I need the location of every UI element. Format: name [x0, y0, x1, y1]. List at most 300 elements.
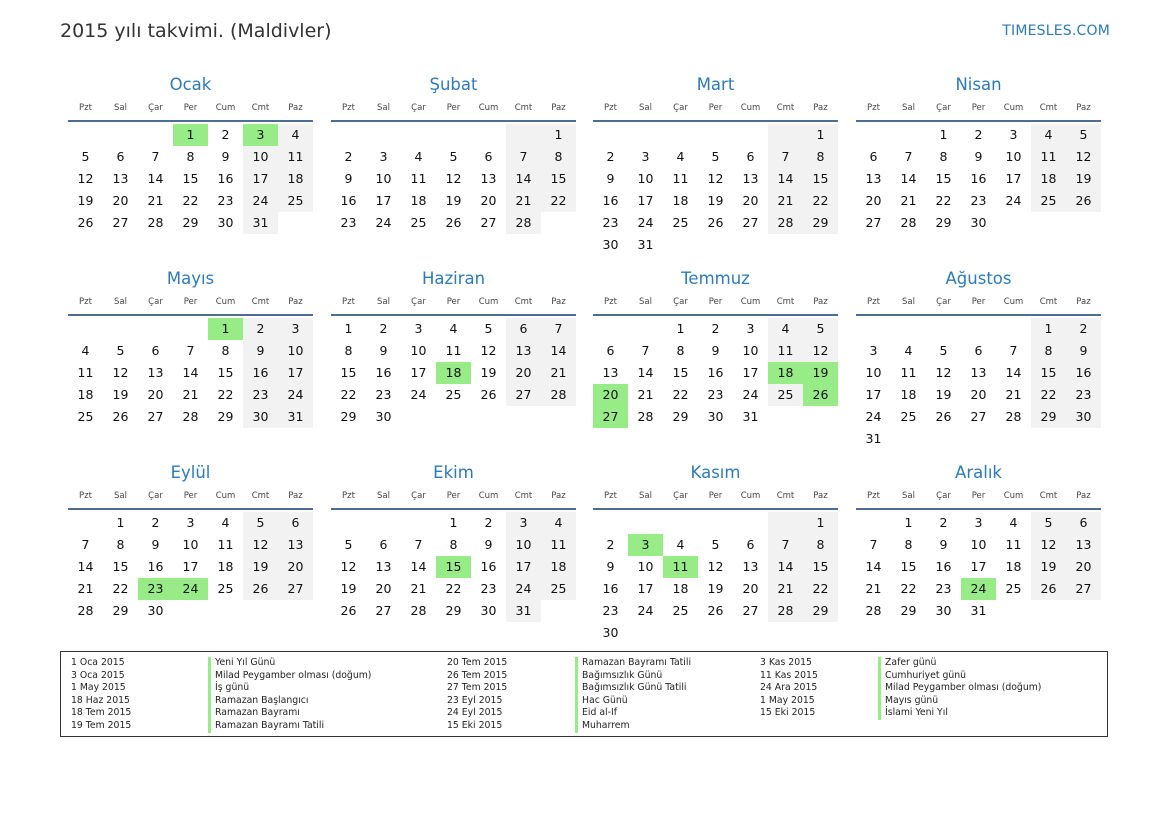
weekday-label: Paz: [813, 297, 828, 307]
day-cell: 15: [900, 559, 917, 574]
legend-date: 11 Kas 2015: [760, 669, 818, 681]
day-cell: 15: [182, 171, 199, 186]
legend-holiday-name: Cumhuriyet günü: [885, 669, 967, 681]
weekday-label: Pzt: [604, 491, 617, 501]
legend-date: 3 Oca 2015: [71, 669, 125, 681]
day-cell: 22: [900, 581, 917, 596]
weekday-label: Sal: [902, 297, 915, 307]
day-cell: 8: [186, 149, 195, 164]
day-cell: 5: [243, 512, 278, 534]
day-cell: 20: [742, 193, 759, 208]
weekday-label: Sal: [902, 103, 915, 113]
day-cell: 15: [436, 556, 471, 578]
day-cell: 16: [147, 559, 164, 574]
weekday-label: Per: [708, 297, 723, 307]
legend-date: 15 Eki 2015: [447, 719, 503, 731]
weekday-label: Çar: [936, 103, 951, 113]
weekday-label: Sal: [639, 103, 652, 113]
day-cell: 20: [1066, 556, 1101, 578]
day-cell: 29: [445, 603, 462, 618]
weekday-label: Paz: [813, 491, 828, 501]
weekday-label: Paz: [288, 297, 303, 307]
day-cell: 8: [939, 149, 948, 164]
legend-date: 20 Tem 2015: [447, 657, 508, 668]
legend-holiday-name: Milad Peygamber olması (doğum): [885, 682, 1042, 694]
day-cell: 17: [1005, 171, 1022, 186]
weekday-label: Paz: [1076, 297, 1091, 307]
day-cell: 19: [935, 387, 952, 402]
day-cell: 19: [340, 581, 357, 596]
weekday-label: Pzt: [79, 297, 92, 307]
day-cell: 31: [742, 409, 759, 424]
day-cell: 21: [637, 387, 654, 402]
month-name: Aralık: [955, 463, 1002, 482]
day-cell: 4: [278, 124, 313, 146]
day-cell: 18: [900, 387, 917, 402]
day-cell: 29: [340, 409, 357, 424]
day-cell: 8: [541, 146, 576, 168]
day-cell: 12: [935, 365, 952, 380]
day-cell: 26: [707, 603, 724, 618]
day-cell: 25: [900, 409, 917, 424]
day-cell: 13: [742, 171, 759, 186]
weekday-header: [593, 96, 838, 122]
day-cell: 27: [375, 603, 392, 618]
day-cell: 11: [445, 343, 462, 358]
day-cell: 6: [606, 343, 615, 358]
day-cell: 22: [803, 190, 838, 212]
weekday-label: Cmt: [776, 491, 795, 501]
day-cell: 18: [436, 362, 471, 384]
day-cell: 29: [900, 603, 917, 618]
day-cell: 27: [593, 406, 628, 428]
legend-holiday-names: [878, 657, 1041, 720]
legend-holiday-name: Hac Günü: [582, 694, 628, 706]
weekday-label: Pzt: [79, 103, 92, 113]
day-cell: 16: [602, 581, 619, 596]
day-cell: 4: [81, 343, 90, 358]
day-cell: 25: [1031, 190, 1066, 212]
day-cell: 10: [243, 146, 278, 168]
weekday-label: Cmt: [514, 491, 533, 501]
weekday-label: Çar: [148, 103, 163, 113]
day-cell: 2: [221, 127, 230, 142]
legend-holiday-name: Milad Peygamber olması (doğum): [215, 669, 372, 681]
day-cell: 26: [803, 384, 838, 406]
day-cell: 15: [340, 365, 357, 380]
day-cell: 20: [865, 193, 882, 208]
day-cell: 22: [445, 581, 462, 596]
day-cell: 13: [480, 171, 497, 186]
day-cell: 15: [803, 556, 838, 578]
day-grid: [331, 512, 576, 622]
day-cell: 3: [243, 124, 278, 146]
day-cell: 5: [939, 343, 948, 358]
day-cell: 13: [375, 559, 392, 574]
empty-cell: [331, 512, 366, 534]
day-cell: 31: [278, 406, 313, 428]
day-cell: 1: [173, 124, 208, 146]
day-cell: 31: [970, 603, 987, 618]
day-cell: 28: [410, 603, 427, 618]
day-cell: 12: [1031, 534, 1066, 556]
day-cell: 20: [147, 387, 164, 402]
day-cell: 14: [182, 365, 199, 380]
day-cell: 18: [410, 193, 427, 208]
day-cell: 29: [803, 212, 838, 234]
day-cell: 9: [243, 340, 278, 362]
day-cell: 7: [151, 149, 160, 164]
day-cell: 12: [1066, 146, 1101, 168]
day-cell: 24: [278, 384, 313, 406]
day-cell: 26: [112, 409, 129, 424]
day-cell: 7: [768, 534, 803, 556]
weekday-label: Per: [446, 297, 461, 307]
day-cell: 8: [221, 343, 230, 358]
day-cell: 14: [147, 171, 164, 186]
weekday-label: Cmt: [1039, 491, 1058, 501]
day-cell: 27: [970, 409, 987, 424]
day-cell: 16: [375, 365, 392, 380]
day-cell: 21: [865, 581, 882, 596]
day-cell: 6: [869, 149, 878, 164]
day-grid: [68, 512, 313, 622]
day-cell: 20: [593, 384, 628, 406]
month-name: Ocak: [169, 75, 212, 94]
day-cell: 23: [243, 384, 278, 406]
day-cell: 30: [375, 409, 392, 424]
legend-dates: [447, 657, 507, 733]
day-cell: 11: [900, 365, 917, 380]
day-cell: 23: [707, 387, 724, 402]
day-cell: 18: [1005, 559, 1022, 574]
day-cell: 27: [480, 215, 497, 230]
weekday-label: Cum: [215, 297, 236, 307]
day-cell: 19: [445, 193, 462, 208]
weekday-label: Pzt: [342, 491, 355, 501]
legend-holiday-names: [208, 657, 371, 733]
weekday-label: Cum: [215, 103, 236, 113]
weekday-label: Cmt: [251, 491, 270, 501]
day-cell: 21: [147, 193, 164, 208]
weekday-label: Cum: [478, 491, 499, 501]
legend-holiday-names: [575, 657, 691, 733]
month-name: Eylül: [170, 463, 211, 482]
day-cell: 25: [217, 581, 234, 596]
day-cell: 4: [1031, 124, 1066, 146]
legend-holiday-name: Yeni Yıl Günü: [215, 657, 276, 668]
day-cell: 11: [768, 340, 803, 362]
day-cell: 3: [414, 321, 423, 336]
site-link[interactable]: TIMESLES.COM: [1002, 23, 1110, 39]
day-cell: 19: [480, 365, 497, 380]
weekday-label: Cum: [740, 297, 761, 307]
weekday-label: Pzt: [342, 103, 355, 113]
weekday-label: Çar: [673, 491, 688, 501]
empty-cell: [698, 124, 733, 146]
day-cell: 28: [900, 215, 917, 230]
weekday-label: Pzt: [867, 103, 880, 113]
weekday-header: [68, 484, 313, 510]
day-cell: 1: [676, 321, 685, 336]
day-cell: 21: [410, 581, 427, 596]
weekday-label: Cmt: [251, 103, 270, 113]
month-name: Ekim: [433, 463, 474, 482]
weekday-label: Cmt: [514, 297, 533, 307]
day-cell: 27: [742, 215, 759, 230]
day-cell: 29: [672, 409, 689, 424]
day-cell: 7: [186, 343, 195, 358]
day-cell: 2: [344, 149, 353, 164]
day-cell: 17: [243, 168, 278, 190]
day-cell: 4: [541, 512, 576, 534]
day-cell: 30: [602, 237, 619, 252]
day-cell: 22: [112, 581, 129, 596]
day-cell: 10: [970, 537, 987, 552]
weekday-label: Cum: [478, 297, 499, 307]
day-cell: 7: [768, 146, 803, 168]
day-cell: 19: [77, 193, 94, 208]
day-cell: 29: [935, 215, 952, 230]
day-cell: 16: [340, 193, 357, 208]
weekday-header: [856, 484, 1101, 510]
day-cell: 13: [278, 534, 313, 556]
day-cell: 23: [602, 603, 619, 618]
day-cell: 23: [1066, 384, 1101, 406]
day-cell: 18: [217, 559, 234, 574]
day-cell: 28: [147, 215, 164, 230]
empty-cell: [331, 124, 366, 146]
day-grid: [593, 512, 838, 644]
day-cell: 24: [506, 578, 541, 600]
day-cell: 9: [606, 559, 615, 574]
day-cell: 1: [344, 321, 353, 336]
weekday-label: Sal: [639, 491, 652, 501]
day-cell: 12: [707, 559, 724, 574]
day-cell: 22: [1031, 384, 1066, 406]
day-cell: 14: [637, 365, 654, 380]
weekday-header: [331, 290, 576, 316]
day-cell: 10: [182, 537, 199, 552]
day-cell: 18: [768, 362, 803, 384]
day-cell: 7: [869, 537, 878, 552]
page-title: 2015 yılı takvimi. (Maldivler): [60, 20, 332, 42]
day-cell: 6: [1066, 512, 1101, 534]
legend-holiday-name: Ramazan Bayramı Tatili: [215, 719, 325, 731]
day-cell: 11: [77, 365, 94, 380]
day-cell: 17: [970, 559, 987, 574]
day-cell: 7: [81, 537, 90, 552]
weekday-label: Çar: [411, 297, 426, 307]
day-cell: 1: [939, 127, 948, 142]
day-cell: 1: [803, 124, 838, 146]
day-cell: 6: [379, 537, 388, 552]
day-cell: 6: [974, 343, 983, 358]
weekday-header: [331, 484, 576, 510]
empty-cell: [768, 124, 803, 146]
day-cell: 6: [484, 149, 493, 164]
month-block: [68, 268, 313, 428]
day-cell: 2: [379, 321, 388, 336]
day-cell: 23: [970, 193, 987, 208]
legend-holiday-name: Eid al-If: [582, 707, 617, 719]
year-calendar: [68, 74, 1108, 644]
day-cell: 4: [768, 318, 803, 340]
day-cell: 30: [935, 603, 952, 618]
empty-cell: [768, 512, 803, 534]
day-cell: 1: [541, 124, 576, 146]
day-cell: 19: [707, 581, 724, 596]
day-cell: 11: [1031, 146, 1066, 168]
day-cell: 28: [1005, 409, 1022, 424]
weekday-label: Çar: [411, 491, 426, 501]
day-cell: 5: [803, 318, 838, 340]
day-cell: 14: [77, 559, 94, 574]
weekday-header: [68, 290, 313, 316]
legend-date: 15 Eki 2015: [760, 707, 816, 719]
legend-holiday-name: Mayıs günü: [885, 694, 939, 706]
day-cell: 6: [746, 149, 755, 164]
weekday-label: Çar: [148, 491, 163, 501]
day-cell: 10: [375, 171, 392, 186]
weekday-label: Cum: [215, 491, 236, 501]
day-cell: 7: [414, 537, 423, 552]
day-cell: 2: [974, 127, 983, 142]
day-cell: 24: [637, 215, 654, 230]
day-cell: 27: [865, 215, 882, 230]
day-cell: 17: [506, 556, 541, 578]
day-cell: 24: [742, 387, 759, 402]
day-cell: 4: [676, 537, 685, 552]
day-grid: [593, 318, 838, 428]
month-block: [331, 74, 576, 234]
weekday-label: Sal: [902, 491, 915, 501]
day-cell: 26: [1031, 578, 1066, 600]
empty-cell: [733, 512, 768, 534]
weekday-label: Per: [971, 491, 986, 501]
day-cell: 8: [116, 537, 125, 552]
empty-cell: [103, 318, 138, 340]
day-cell: 17: [278, 362, 313, 384]
empty-cell: [593, 512, 628, 534]
empty-cell: [68, 318, 103, 340]
day-cell: 15: [803, 168, 838, 190]
empty-cell: [401, 124, 436, 146]
day-cell: 31: [865, 431, 882, 446]
day-cell: 8: [1031, 340, 1066, 362]
weekday-label: Per: [971, 297, 986, 307]
month-block: [593, 74, 838, 256]
legend-holiday-name: İslami Yeni Yıl: [885, 707, 948, 719]
day-cell: 22: [541, 190, 576, 212]
day-cell: 8: [904, 537, 913, 552]
day-cell: 20: [375, 581, 392, 596]
day-cell: 2: [606, 149, 615, 164]
weekday-header: [68, 96, 313, 122]
weekday-label: Sal: [114, 103, 127, 113]
empty-cell: [103, 124, 138, 146]
month-block: [331, 268, 576, 428]
day-cell: 9: [221, 149, 230, 164]
weekday-label: Cum: [740, 103, 761, 113]
day-cell: 25: [410, 215, 427, 230]
empty-cell: [138, 318, 173, 340]
day-cell: 15: [541, 168, 576, 190]
empty-cell: [663, 124, 698, 146]
empty-cell: [856, 318, 891, 340]
day-cell: 21: [506, 190, 541, 212]
day-cell: 16: [707, 365, 724, 380]
day-cell: 21: [1005, 387, 1022, 402]
day-cell: 23: [480, 581, 497, 596]
day-cell: 13: [112, 171, 129, 186]
day-cell: 12: [340, 559, 357, 574]
day-cell: 16: [243, 362, 278, 384]
legend-holiday-name: Ramazan Bayramı: [215, 707, 300, 719]
day-cell: 18: [672, 193, 689, 208]
day-cell: 5: [116, 343, 125, 358]
weekday-label: Per: [708, 491, 723, 501]
day-cell: 23: [935, 581, 952, 596]
day-cell: 17: [637, 581, 654, 596]
day-cell: 30: [970, 215, 987, 230]
day-cell: 2: [151, 515, 160, 530]
day-grid: [856, 318, 1101, 450]
month-block: [331, 462, 576, 622]
day-cell: 5: [81, 149, 90, 164]
day-cell: 25: [672, 603, 689, 618]
day-cell: 27: [742, 603, 759, 618]
day-cell: 14: [506, 168, 541, 190]
weekday-label: Paz: [1076, 103, 1091, 113]
day-cell: 4: [449, 321, 458, 336]
legend-holiday-name: Bağımsızlık Günü: [582, 669, 663, 681]
weekday-label: Çar: [673, 103, 688, 113]
day-cell: 20: [112, 193, 129, 208]
empty-cell: [366, 512, 401, 534]
weekday-label: Per: [971, 103, 986, 113]
day-cell: 24: [410, 387, 427, 402]
day-cell: 29: [803, 600, 838, 622]
day-cell: 2: [606, 537, 615, 552]
day-cell: 30: [217, 215, 234, 230]
weekday-label: Pzt: [342, 297, 355, 307]
month-name: Temmuz: [681, 269, 750, 288]
day-cell: 1: [904, 515, 913, 530]
legend-date: 27 Tem 2015: [447, 682, 508, 694]
day-cell: 28: [768, 600, 803, 622]
weekday-label: Çar: [936, 297, 951, 307]
day-cell: 17: [182, 559, 199, 574]
empty-cell: [663, 512, 698, 534]
empty-cell: [471, 124, 506, 146]
day-cell: 5: [1031, 512, 1066, 534]
weekday-label: Sal: [639, 297, 652, 307]
day-cell: 7: [904, 149, 913, 164]
weekday-label: Çar: [673, 297, 688, 307]
weekday-label: Per: [446, 103, 461, 113]
day-cell: 2: [711, 321, 720, 336]
legend-date: 23 Eyl 2015: [447, 694, 503, 706]
day-cell: 30: [480, 603, 497, 618]
day-cell: 7: [641, 343, 650, 358]
day-cell: 4: [1009, 515, 1018, 530]
day-cell: 14: [768, 556, 803, 578]
month-name: Kasım: [690, 463, 741, 482]
day-cell: 25: [278, 190, 313, 212]
day-cell: 3: [974, 515, 983, 530]
day-cell: 9: [1066, 340, 1101, 362]
